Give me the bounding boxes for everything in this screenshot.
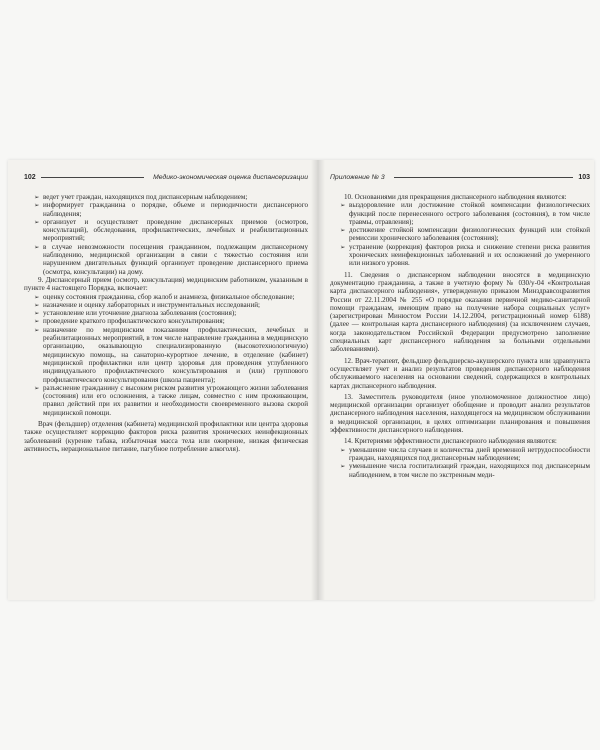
check-arrow-icon: ➢: [34, 300, 40, 309]
check-arrow-icon: ➢: [34, 193, 40, 201]
list-item: ➢ выздоровление или достижение стойкой компенсации физиологических функций после перенесенного острого заболевания (состояния), в том числе травмы, отравления);: [340, 201, 590, 226]
check-arrow-icon: ➢: [34, 217, 40, 226]
list-item: ➢ достижение стойкой компенсации физиологических функций или стойкой ремиссии хронического заболевания (состояния);: [340, 226, 590, 243]
check-arrow-icon: ➢: [34, 201, 40, 210]
list-item: ➢ проведение краткого профилактического консультирования;: [34, 317, 225, 326]
bullet-list-duties: [34, 193, 308, 276]
paragraph-13: 13. Заместитель руководителя (иное уполномоченное должностное лицо) медицинской организации организует обобщение и проводит анализ результатов диспансерного наблюдения населения, находящегося на медицинском обслуживании в медицинской организации, в целях оптимизации планирования и повышения эффективности диспансерного наблюдения.: [330, 392, 590, 435]
paragraph-11: 11. Сведения о диспансерном наблюдении вносятся в медицинскую документацию гражданина, а также в учетную форму № 030/у-04 «Контрольная карта диспансерного наблюдения», утвержденную приказом Минздравсоцразвития России от 22.11.2004 № 255 «О порядке оказания первичной медико-санитарной помощи гражданам, имеющим право на получение набора социальных услуг» (зарегистрирован Минюстом России 14.12.2004, регистрационный номер 6188) (далее — контрольная карта диспансерного наблюдения) (за исключением случаев, когда законодательством Российской Федерации предусмотрено заполнение специальных карт диспансерного наблюдения за больными отдельными заболеваниями).: [330, 270, 590, 354]
list-item: ➢ информирует гражданина о порядке, объеме и периодичности диспансерного наблюдения;: [34, 201, 308, 218]
list-item: ➢ в случае невозможности посещения гражданином, подлежащим диспансерному наблюдению, медицинской организации в связи с тяжестью состояния или нарушением двигательных функций организует проведение диспансерного приема (осмотра, консультации) на дому.: [34, 242, 308, 276]
list-item: ➢ назначение и оценку лабораторных и инструментальных исследований;: [34, 300, 261, 309]
header-rule: [41, 177, 144, 178]
right-page-header: [330, 172, 590, 183]
book-spread: [8, 160, 594, 600]
check-arrow-icon: ➢: [340, 226, 346, 235]
check-arrow-icon: ➢: [34, 309, 40, 318]
bullet-list-criteria: [340, 446, 590, 479]
check-arrow-icon: ➢: [34, 292, 40, 301]
paragraph-14: 14. Критериями эффективности диспансерного наблюдения являются:: [344, 437, 557, 446]
check-arrow-icon: ➢: [340, 445, 346, 454]
check-arrow-icon: ➢: [340, 462, 346, 471]
header-rule: [394, 177, 574, 178]
list-item: ➢ организует и осуществляет проведение диспансерных приемов (осмотров, консультаций), обследования, профилактических, лечебных и реабилитационных мероприятий;: [34, 217, 308, 243]
left-running-title: Медико-экономическая оценка диспансеризации: [153, 174, 308, 181]
paragraph-9: 9. Диспансерный прием (осмотр, консультация) медицинским работником, указанным в пункте 4 настоящего Порядка, включает:: [24, 275, 308, 293]
list-item: ➢ устранение (коррекция) факторов риска и снижение степени риска развития хронических неинфекционных заболеваний и их осложнений до умеренного или низкого уровня.: [340, 242, 590, 268]
check-arrow-icon: ➢: [340, 242, 346, 251]
bullet-list-termination: [340, 201, 590, 267]
check-arrow-icon: ➢: [34, 325, 40, 334]
right-page: [330, 172, 590, 592]
bullet-list-reception: [34, 293, 308, 417]
list-item: ➢ назначение по медицинским показаниям профилактических, лечебных и реабилитационных мероприятий, в том числе направление гражданина в медицинскую организацию, оказывающую специализированную (высокотехнологичную) медицинскую помощь, на санаторно-курортное лечение, в отделение (кабинет) медицинской профилактики или центр здоровья для проведения углубленного индивидуального профилактического консультирования и (или) группового профилактического консультирования (школа пациента);: [34, 325, 308, 384]
check-arrow-icon: ➢: [34, 317, 40, 326]
check-arrow-icon: ➢: [340, 201, 346, 210]
right-running-title: Приложение № 3: [330, 174, 385, 181]
left-page: [24, 172, 308, 592]
list-item: ➢ разъяснение гражданину с высоким риском развития угрожающего жизни заболевания (состояния) или его осложнения, а также лицам, совместно с ним проживающим, правил действий при их развитии и необходимости своевременного вызова скорой медицинской помощи.: [34, 383, 308, 417]
list-item: ➢ уменьшение числа случаев и количества дней временной нетрудоспособности граждан, находящихся под диспансерным наблюдением;: [340, 445, 590, 462]
list-item: ➢ установление или уточнение диагноза заболевания (состояния);: [34, 309, 237, 318]
left-page-header: [24, 172, 308, 183]
check-arrow-icon: ➢: [34, 383, 40, 392]
paragraph-doctor: Врач (фельдшер) отделения (кабинета) медицинской профилактики или центра здоровья также осуществляет коррекцию факторов риска развития хронических неинфекционных заболеваний (курение табака, избыточная масса тела или ожирение, низкая физическая активность, нерациональное питание, пагубное потребление алкоголя).: [24, 420, 308, 453]
list-item: ➢ оценку состояния гражданина, сбор жалоб и анамнеза, физикальное обследование;: [34, 292, 295, 301]
paragraph-12: 12. Врач-терапевт, фельдшер фельдшерско-акушерского пункта или здравпункта осуществляет учет и анализ результатов проведения диспансерного наблюдения обслуживаемого населения на основании сведений, содержащихся в контрольных картах диспансерного наблюдения.: [330, 356, 590, 390]
list-item: ➢ ведет учет граждан, находящихся под диспансерным наблюдением;: [34, 193, 248, 201]
right-page-number: 103: [578, 174, 590, 181]
paragraph-10: 10. Основаниями для прекращения диспансерного наблюдения являются:: [344, 193, 567, 201]
book-gutter: [311, 160, 325, 600]
list-item: ➢ уменьшение числа госпитализаций граждан, находящихся под диспансерным наблюдением, в том числе по экстренным меди-: [340, 462, 590, 479]
check-arrow-icon: ➢: [34, 242, 40, 251]
left-page-number: 102: [24, 174, 36, 181]
